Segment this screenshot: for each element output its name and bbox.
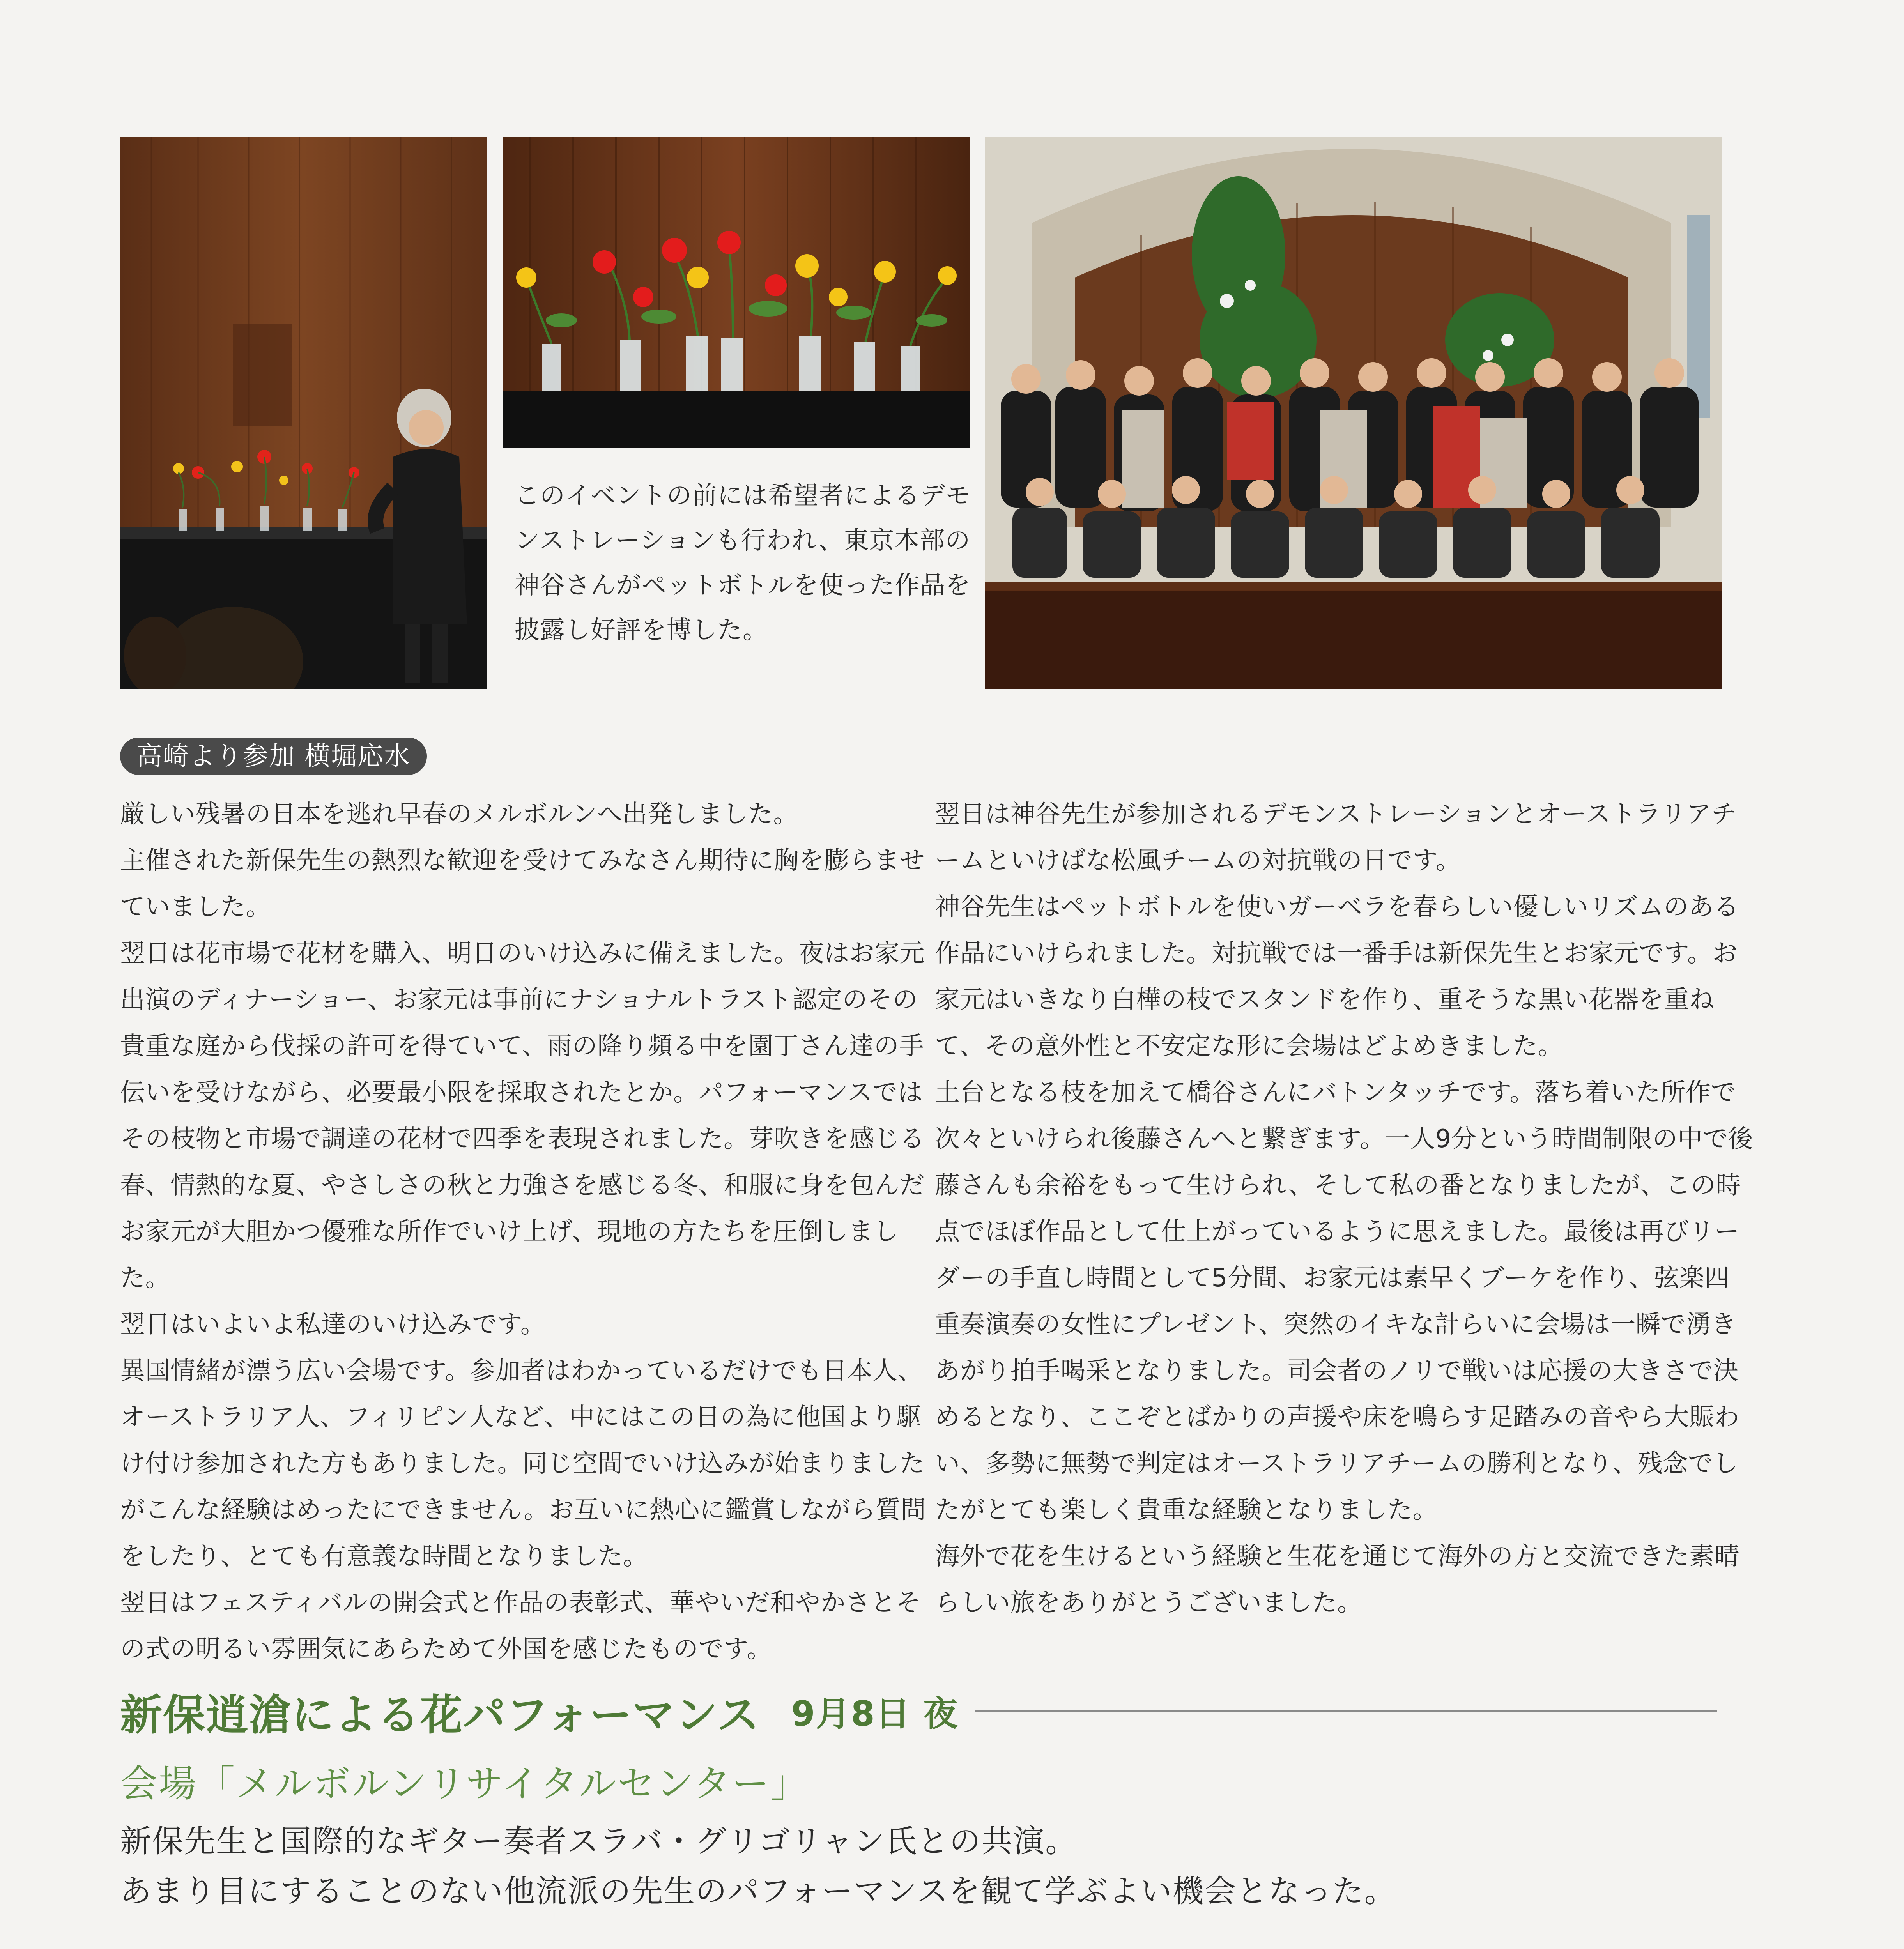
article-paragraph: 主催された新保先生の熱烈な歓迎を受けてみなさん期待に胸を膨らませていました。 [120, 846, 925, 921]
article-paragraph: 翌日はフェスティバルの開会式と作品の表彰式、華やいだ和やかさとその式の明るい雰囲気にあらためて外国を感じたものです。 [120, 1588, 921, 1664]
article-paragraph: 海外で花を生けるという経験と生花を通じて海外の方と交流できた素晴らしい旅をありがとうございました。 [935, 1542, 1739, 1617]
article-column-right [935, 791, 1754, 1626]
section-title: 新保逍滄による花パフォーマンス [120, 1691, 760, 1740]
article-column-left [120, 791, 939, 1673]
article-paragraph: 翌日はいよいよ私達のいけ込みです。 [120, 1310, 546, 1339]
section-heading [120, 1682, 1717, 1740]
photo-caption: このイベントの前には希望者によるデモンストレーションも行われ、東京本部の神谷さんがペットボトルを使った作品を披露し好評を博した。 [515, 481, 971, 645]
article-paragraph: 土台となる枝を加えて橋谷さんにバトンタッチです。落ち着いた所作で次々といけられ後藤さんへと繋ぎます。一人9分という時間制限の中で後藤さんも余裕をもって生けられ、そして私の番となりましたが、この時点でほぼ作品として仕上がっているように思えました。最後は再びリーダーの手直し時間として5分間、お家元は素早くブーケを作り、弦楽四重奏演奏の女性にプレゼント、突然のイキな計らいに会場は一瞬で湧きあがり拍手喝采となりました。司会者のノリで戦いは応援の大きさで決めるとなり、ここぞとばかりの声援や床を鳴らす足踏みの音やら大賑わい、多勢に無勢で判定はオーストラリアチームの勝利となり、残念でしたがとても楽しく貴重な経験となりました。 [935, 1078, 1753, 1525]
photo-group-image [985, 137, 1722, 689]
section-intro [120, 1816, 1757, 1916]
author-badge: 高崎より参加 横堀応水 [120, 738, 427, 775]
photo-demo-arrangement-image [503, 137, 970, 448]
article-paragraph: 翌日は花市場で花材を購入、明日のいけ込みに備えました。夜はお家元出演のディナーショー、お家元は事前にナショナルトラスト認定のその貴重な庭から伐採の許可を得ていて、雨の降り頻る中を園丁さん達の手伝いを受けながら、必要最小限を採取されたとか。パフォーマンスではその枝物と市場で調達の花材で四季を表現されました。芽吹きを感じる春、情熱的な夏、やさしさの秋と力強さを感じる冬、和服に身を包んだお家元が大胆かつ優雅な所作でいけ上げ、現地の方たちを圧倒しました。 [120, 939, 925, 1293]
article-paragraph: 異国情緒が漂う広い会場です。参加者はわかっているだけでも日本人、オーストラリア人、フィリピン人など、中にはこの日の為に他国より駆け付け参加された方もありました。同じ空間でいけ込みが始まりましたがこんな経験はめったにできません。お互いに熱心に鑑賞しながら質問をしたり、とても有意義な時間となりました。 [120, 1357, 926, 1571]
section-venue: 会場「メルボルンリサイタルセンター」 [120, 1762, 809, 1806]
photo-demo-performer [120, 137, 487, 689]
intro-line: 新保先生と国際的なギター奏者スラバ・グリゴリャン氏との共演。 [120, 1823, 1078, 1859]
heading-divider [975, 1710, 1717, 1712]
article-paragraph: 翌日は神谷先生が参加されるデモンストレーションとオーストラリアチームといけばな松風チームの対抗戦の日です。 [935, 800, 1737, 875]
section-date: 9月8日 夜 [791, 1694, 959, 1734]
photo-demo-arrangement [503, 137, 970, 448]
intro-line: あまり目にすることのない他流派の先生のパフォーマンスを観て学ぶよい機会となった。 [120, 1873, 1396, 1909]
article-paragraph: 神谷先生はペットボトルを使いガーベラを春らしい優しいリズムのある作品にいけられました。対抗戦では一番手は新保先生とお家元です。お家元はいきなり白樺の枝でスタンドを作り、重そうな黒い花器を重ねて、その意外性と不安定な形に会場はどよめきました。 [935, 893, 1739, 1061]
photo-group [985, 137, 1722, 689]
article-paragraph: 厳しい残暑の日本を逃れ早春のメルボルンへ出発しました。 [120, 800, 798, 829]
photo-demo-performer-image [120, 137, 487, 689]
